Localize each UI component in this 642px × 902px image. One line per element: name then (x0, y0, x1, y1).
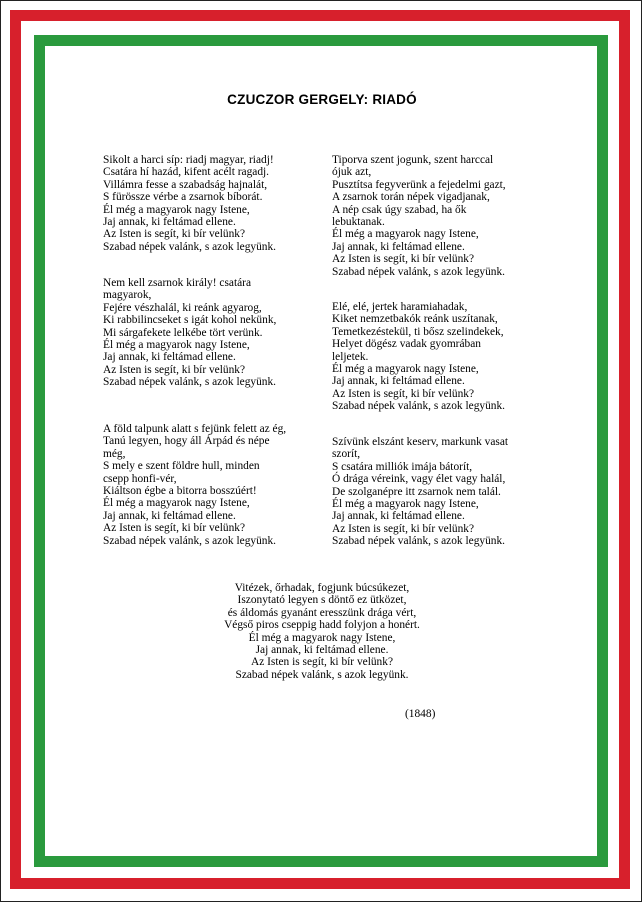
poem-line: Csatára hí hazád, kifent acélt ragadj. (103, 166, 270, 179)
poem-line: Jaj annak, ki feltámad ellene. (332, 375, 465, 388)
poem-line: Szabad népek valánk, s azok legyünk. (103, 376, 277, 389)
poem-line: Jaj annak, ki feltámad ellene. (103, 351, 236, 364)
poem-line: Él még a magyarok nagy Istene, (332, 228, 479, 241)
poem-line: Ó drága véreink, vagy élet vagy halál, (332, 473, 506, 486)
poem-line: ójuk azt, (332, 166, 372, 179)
stanza-4 (332, 301, 547, 413)
poem-line: S fürössze vérbe a zsarnok bíborát. (103, 191, 263, 204)
poem-line: A föld talpunk alatt s fejünk felett az ég, (103, 423, 287, 435)
poem-line: Él még a magyarok nagy Istene, (332, 498, 479, 511)
stanza-1 (103, 154, 318, 253)
poem-line: szorít, (332, 448, 361, 461)
poem-line: Jaj annak, ki feltámad ellene. (103, 216, 236, 229)
poem-line: Az Isten is segít, ki bír velünk? (332, 387, 475, 400)
poem-line: Él még a magyarok nagy Istene, (103, 497, 250, 510)
poem-line: csepp honfi-vér, (103, 472, 177, 485)
poem-line: Elé, elé, jertek haramiahadak, (332, 301, 468, 313)
poem-line: Pusztítsa fegyverünk a fejedelmi gazt, (332, 178, 506, 191)
poem-line: Fejére vészhalál, ki reánk agyarog, (103, 301, 262, 314)
poem-line: Szabad népek valánk, s azok legyünk. (332, 265, 506, 278)
closing-stanza (1, 582, 642, 681)
stanza-3 (103, 277, 318, 389)
stanza-5 (103, 423, 318, 547)
poem-line: Vitézek, őrhadak, fogjunk búcsúkezet, (234, 582, 410, 594)
poem-line: magyarok, (103, 289, 152, 302)
poem-line: Él még a magyarok nagy Istene, (248, 631, 396, 644)
poem-line: Az Isten is segít, ki bír velünk? (250, 656, 394, 669)
poem-line: Szívünk elszánt keserv, markunk vasat (332, 436, 509, 448)
stanza-2 (332, 154, 547, 278)
poem-line: Az Isten is segít, ki bír velünk? (103, 228, 246, 241)
poem-line: Tanú legyen, hogy áll Árpád és népe (103, 435, 270, 448)
poem-line: Szabad népek valánk, s azok legyünk. (332, 535, 506, 548)
poem-line: A nép csak úgy szabad, ha ők (332, 203, 467, 216)
poem-line: még, (103, 447, 126, 460)
poem-line: Kiáltson égbe a bitorra bosszúért! (103, 485, 257, 498)
poem-line: A zsarnok torán népek vigadjanak, (332, 191, 490, 204)
poem-line: Nem kell zsarnok király! csatára (103, 277, 252, 289)
poem-line: Jaj annak, ki feltámad ellene. (103, 509, 236, 522)
poem-line: Tiporva szent jogunk, szent harccal (332, 154, 494, 166)
poem-line: Ki rabbilincseket s igát kohol nekünk, (103, 314, 277, 327)
poem-line: Villámra fesse a szabadság hajnalát, (103, 178, 268, 191)
poem-line: S mely e szent földre hull, minden (103, 460, 260, 473)
poem-line: De szolganépre itt zsarnok nem talál. (332, 485, 501, 498)
poem-line: Helyet dögész vadak gyomrában (332, 338, 481, 351)
poem-line: leljetek. (332, 350, 369, 363)
poem-line: Iszonytató legyen s döntő ez ütközet, (237, 594, 407, 607)
poem-line: Szabad népek valánk, s azok legyünk. (235, 668, 409, 681)
poem-line: S csatára milliók imája bátorít, (332, 460, 473, 473)
poem-line: Sikolt a harci síp: riadj magyar, riadj! (103, 154, 274, 166)
poem-line: lebuktanak. (332, 216, 385, 229)
poem-line: Kiket nemzetbakók reánk uszítanak, (332, 313, 498, 326)
poem-line: Az Isten is segít, ki bír velünk? (103, 522, 246, 535)
poem-line: Él még a magyarok nagy Istene, (332, 363, 479, 376)
poem-line: Szabad népek valánk, s azok legyünk. (332, 400, 506, 413)
year-label: (1848) (405, 708, 436, 720)
poem-line: Él még a magyarok nagy Istene, (103, 339, 250, 352)
poem-line: Jaj annak, ki feltámad ellene. (332, 240, 465, 253)
poem-line: Jaj annak, ki feltámad ellene. (332, 510, 465, 523)
stanza-6 (332, 436, 547, 548)
poem-line: Szabad népek valánk, s azok legyünk. (103, 240, 277, 253)
poem-line: Temetkezéstekül, ti bősz szelindekek, (332, 325, 504, 338)
poem-line: Az Isten is segít, ki bír velünk? (332, 522, 475, 535)
poem-line: Végső piros cseppig hadd folyjon a honért. (224, 619, 420, 632)
poem-line: Szabad népek valánk, s azok legyünk. (103, 534, 277, 547)
poem-line: Az Isten is segít, ki bír velünk? (103, 363, 246, 376)
poem-line: Él még a magyarok nagy Istene, (103, 203, 250, 216)
poem-title: CZUCZOR GERGELY: RIADÓ (227, 92, 417, 107)
poem-line: Jaj annak, ki feltámad ellene. (255, 644, 389, 657)
poem-line: Az Isten is segít, ki bír velünk? (332, 253, 475, 266)
poem-line: és áldomás gyanánt eresszünk drága vért, (227, 606, 417, 619)
poem-line: Mi sárgafekete lelkébe tört verünk. (103, 326, 263, 339)
